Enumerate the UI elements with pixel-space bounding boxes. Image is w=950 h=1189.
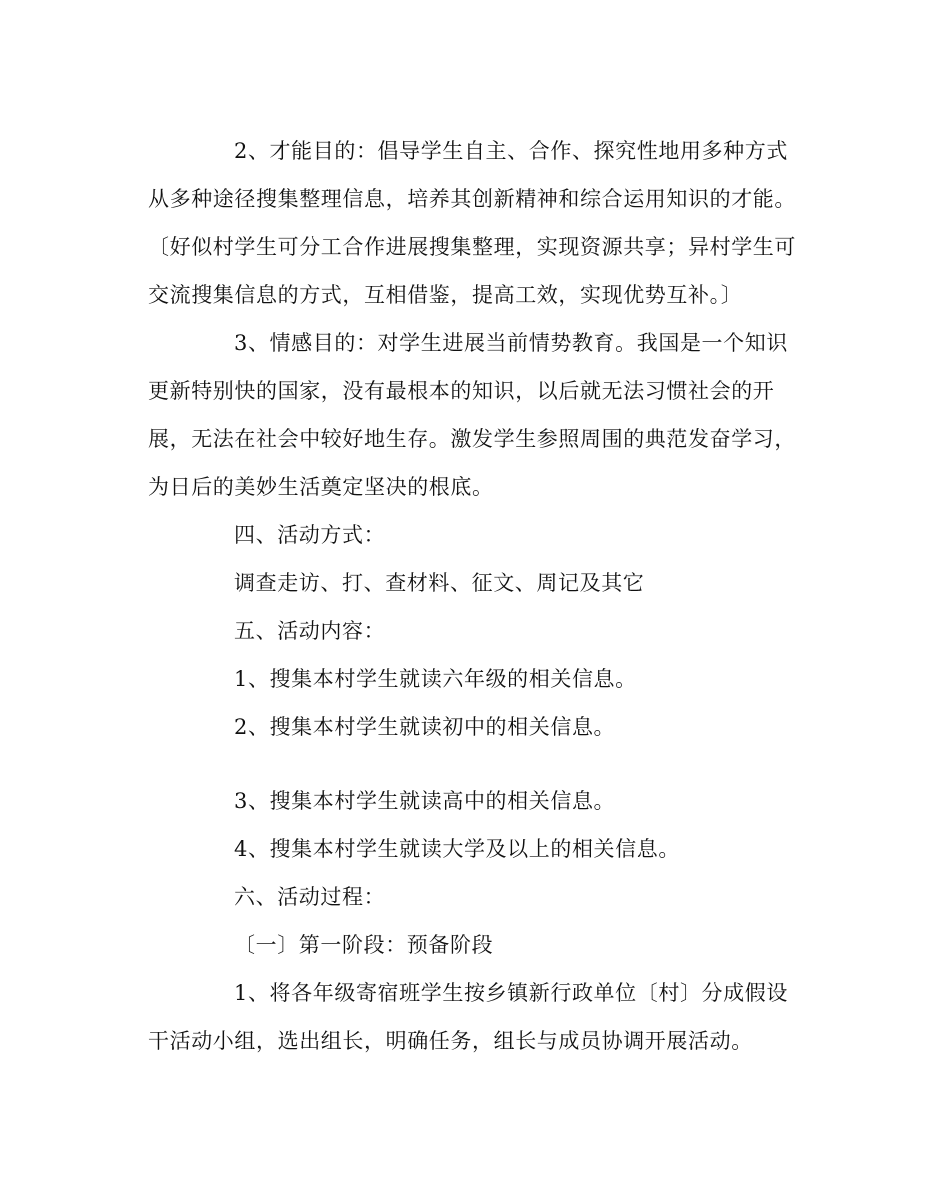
heading-activity-content: 五、活动内容： <box>234 619 386 643</box>
paragraph-emotion-goal: 3、情感目的：对学生进展当前情势教育。我国是一个知识更新特别快的国家，没有最根本的知识，以后就无法习惯社会的开展，无法在社会中较好地生存。激发学生参照周围的典范发奋学习，为日后的美妙生活奠定坚决的根底。 <box>148 331 796 499</box>
paragraph-ability-goal: 2、才能目的：倡导学生自主、合作、探究性地用多种方式从多种途径搜集整理信息，培养其创新精神和综合运用知识的才能。〔好似村学生可分工合作进展搜集整理，实现资源共享；异村学生可交流搜集信息的方式，互相借鉴，提高工效，实现优势互补。〕 <box>148 139 796 307</box>
list-item-grade-six: 1、搜集本村学生就读六年级的相关信息。 <box>234 667 637 691</box>
document-body <box>148 127 808 1065</box>
heading-stage-one: 〔一〕第一阶段：预备阶段 <box>234 933 494 957</box>
list-item-university: 4、搜集本村学生就读大学及以上的相关信息。 <box>234 837 680 861</box>
heading-activity-method: 四、活动方式： <box>234 523 386 547</box>
paragraph-stage-one-step-one: 1、将各年级寄宿班学生按乡镇新行政单位〔村〕分成假设干活动小组，选出组长，明确任务，组长与成员协调开展活动。 <box>148 981 788 1053</box>
heading-activity-process: 六、活动过程： <box>234 885 386 909</box>
paragraph-activity-method-list: 调查走访、打、查材料、征文、周记及其它 <box>234 571 645 595</box>
list-item-senior-high: 3、搜集本村学生就读高中的相关信息。 <box>234 789 616 813</box>
list-item-junior-high: 2、搜集本村学生就读初中的相关信息。 <box>234 715 616 739</box>
